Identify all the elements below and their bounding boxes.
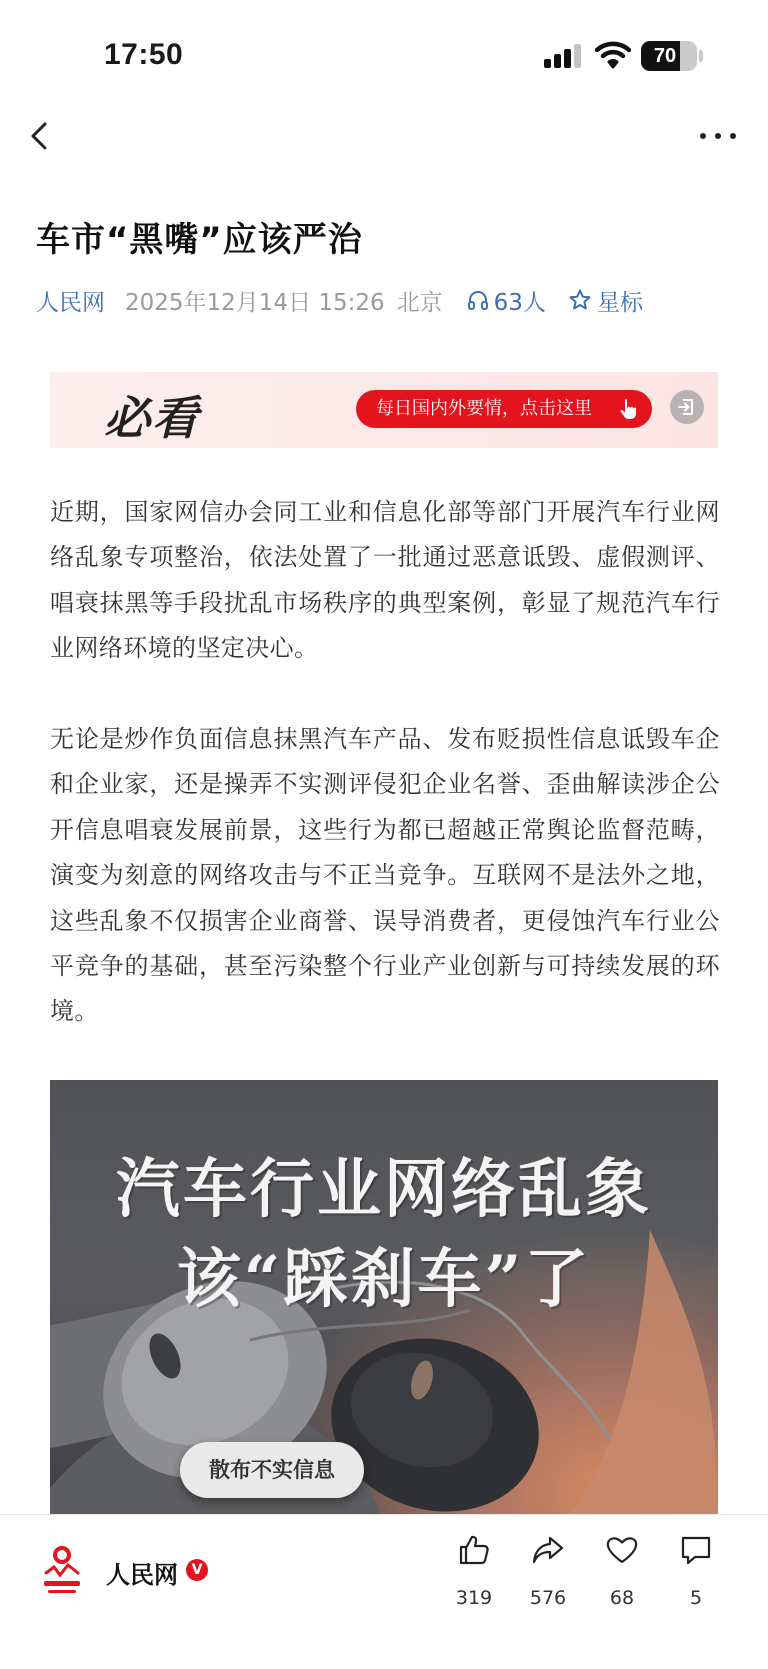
wifi-icon [595,40,631,70]
must-read-banner[interactable] [50,372,718,448]
article-image[interactable] [50,1080,718,1514]
favorite-button[interactable] [592,1533,652,1613]
banner-logo: 必看 [104,391,200,445]
comment-icon [679,1533,713,1567]
like-button[interactable] [444,1533,504,1613]
more-options-button[interactable] [700,124,740,148]
pointer-hand-icon [616,397,640,421]
banner-cta-label: 每日国内外要情，点击这里 [376,398,592,419]
article-meta [36,283,643,317]
verified-badge: V [186,1559,208,1581]
publish-location: 北京 [396,289,443,316]
heart-icon [605,1533,639,1567]
share-count: 576 [529,1587,567,1609]
article-paragraph: 近期，国家网信办会同工业和信息化部等部门开展汽车行业网络乱象专项整治，依法处置了一批通过恶意诋毁、虚假测评、唱衰抹黑等手段扰乱市场秩序的典型案例，彰显了规范汽车行业网络环境的坚定决心。 [50,498,720,663]
author-name[interactable]: 人民网 [106,1561,178,1589]
image-tag: 散布不实信息 [180,1442,364,1498]
share-button[interactable] [518,1533,578,1613]
battery-icon [641,41,697,71]
battery-percent: 70 [653,45,677,67]
star-icon [568,288,592,312]
bottom-action-bar [0,1514,768,1669]
status-bar [0,0,768,110]
image-headline-line1: 汽车行业网络乱象 [116,1152,652,1227]
comment-button[interactable] [666,1533,726,1613]
publish-date: 2025年12月14日 15:26 [125,289,385,316]
status-time: 17:50 [104,38,184,71]
star-label: 星标 [596,289,643,316]
banner-exit-icon[interactable] [670,390,704,424]
like-count: 319 [455,1587,493,1609]
article-source[interactable]: 人民网 [36,289,105,316]
star-button[interactable] [568,284,643,317]
article-title: 车市“黑嘴”应该严治 [36,220,363,260]
headphones-icon [467,289,489,311]
comment-count: 5 [689,1587,703,1609]
thumbs-up-icon [457,1533,491,1567]
image-headline-line2: 该“踩刹车”了 [176,1242,592,1317]
cellular-signal-icon [544,44,584,68]
listener-count: 63人 [493,289,546,316]
back-button[interactable] [22,116,62,156]
favorite-count: 68 [609,1587,635,1609]
author-logo-icon[interactable] [38,1543,86,1599]
article-paragraph: 无论是炒作负面信息抹黑汽车产品、发布贬损性信息诋毁车企和企业家，还是操弄不实测评侵犯企业名誉、歪曲解读涉企公开信息唱衰发展前景，这些行为都已超越正常舆论监督范畴，演变为刻意的网络攻击与不正当竞争。互联网不是法外之地，这些乱象不仅损害企业商誉、误导消费者，更侵蚀汽车行业公平竞争的基础，甚至污染整个行业产业创新与可持续发展的环境。 [50,725,720,1026]
banner-cta[interactable] [356,390,652,428]
battery-tip [699,50,703,62]
listen-button[interactable] [467,284,546,317]
share-icon [531,1533,565,1567]
